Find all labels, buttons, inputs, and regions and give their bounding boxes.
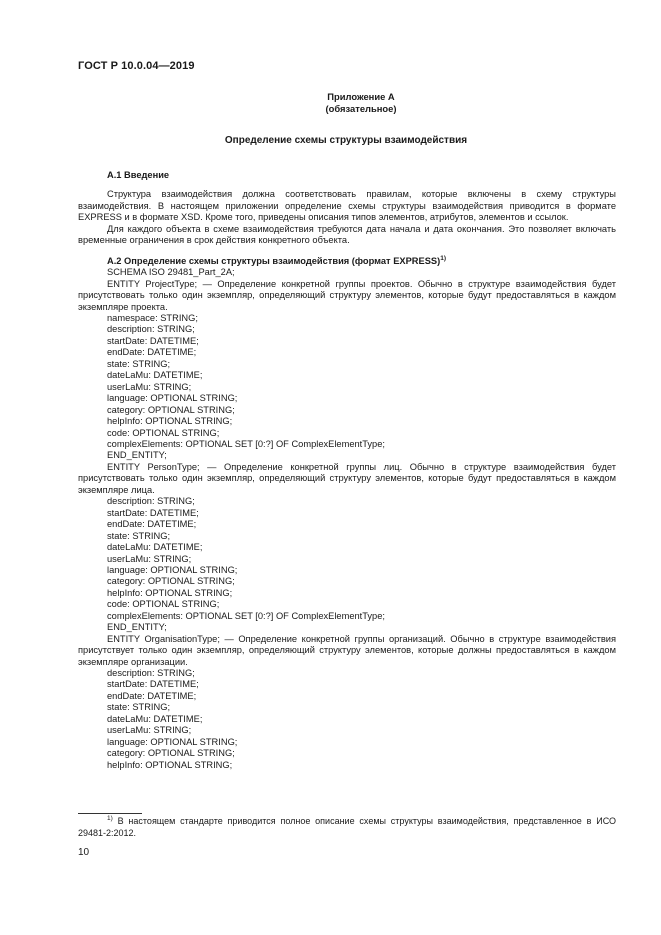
annex-status: (обязательное) [325,103,397,114]
code-line: category: OPTIONAL STRING; [107,576,235,587]
code-line: userLaMu: STRING; [107,725,192,736]
person-entity-text: ENTITY PersonType; — Определение конкретной группы лиц. Обычно в структуре взаимодействия будет присутствовать только один экземпляр, определяющий структуру элементов, которые будут предоставляться в каждом экземпляре лица. [78,461,616,495]
standard-code: ГОСТ Р 10.0.04—2019 [78,60,195,72]
code-line: state: STRING; [107,530,171,541]
code-line: dateLaMu: DATETIME; [107,370,203,381]
code-line: code: OPTIONAL STRING; [107,427,220,438]
code-line: startDate: DATETIME; [107,679,199,690]
code-line: state: STRING; [107,702,171,713]
code-line: language: OPTIONAL STRING; [107,393,238,404]
footnote [78,816,616,839]
code-line: complexElements: OPTIONAL SET [0:?] OF ComplexElementType; [107,438,385,449]
code-line: endDate: DATETIME; [107,519,197,530]
footnote-paragraph [78,816,616,839]
code-line: userLaMu: STRING; [107,381,192,392]
code-line: END_ENTITY; [107,622,167,633]
code-line: startDate: DATETIME; [107,335,199,346]
code-line: startDate: DATETIME; [107,507,199,518]
section-a2-title-text: А.2 Определение схемы структуры взаимодействия (формат EXPRESS) [107,255,441,266]
code-line: category: OPTIONAL STRING; [107,404,235,415]
organisation-entity-text: ENTITY OrganisationType; — Определение конкретной группы организаций. Обычно в структуре взаимодействия присутствует только один экземпляр, определяющий структуру элементов, которые должны предоставляться в каждом экземпляре организации. [78,633,616,667]
footnote-divider [78,813,142,814]
annex-title: Приложение А [327,91,395,102]
body-text [78,170,616,771]
code-line: helpInfo: OPTIONAL STRING; [107,759,233,770]
project-entity-text: ENTITY ProjectType; — Определение конкретной группы проектов. Обычно в структуре взаимодействия будет присутствовать только один экземпляр, определяющий структуру элементов, которые будут предоставляться в каждом экземпляре проекта. [78,278,616,312]
footnote-text: В настоящем стандарте приводится полное описание схемы структуры взаимодействия, представленное в ИСО 29481-2:2012. [78,816,616,838]
code-line: userLaMu: STRING; [107,553,192,564]
section-a2-title [78,256,616,267]
code-line: dateLaMu: DATETIME; [107,713,203,724]
code-line: language: OPTIONAL STRING; [107,736,238,747]
code-line: category: OPTIONAL STRING; [107,748,235,759]
code-line: language: OPTIONAL STRING; [107,564,238,575]
code-line: code: OPTIONAL STRING; [107,599,220,610]
code-line: dateLaMu: DATETIME; [107,542,203,553]
a1-paragraph: Для каждого объекта в схеме взаимодействия требуются дата начала и дата окончания. Это позволяет включать временные ограничения в срок действия конкретного объекта. [78,223,616,246]
footnote-mark: 1) [440,254,446,262]
code-line: namespace: STRING; [107,312,198,323]
code-line: helpInfo: OPTIONAL STRING; [107,416,233,427]
a1-paragraph: Структура взаимодействия должна соответствовать правилам, которые включены в схему структуры взаимодействия. В настоящем приложении определение схемы структуры взаимодействия приводится в формате EXPRESS и в формате XSD. Кроме того, приведены описания типов элементов, атрибутов, элементов и ссылок. [78,189,616,223]
person-attribute-list [78,496,616,633]
section-a1-title: А.1 Введение [107,170,170,180]
code-line: END_ENTITY; [107,450,167,461]
code-line: description: STRING; [107,496,195,507]
project-attribute-list [78,313,616,462]
document-heading: Определение схемы структуры взаимодействия [224,135,468,146]
code-line: description: STRING; [107,668,195,679]
footnote-mark: 1) [107,815,113,822]
code-line: state: STRING; [107,358,171,369]
code-line: endDate: DATETIME; [107,347,197,358]
organisation-attribute-list [78,668,616,771]
code-line: endDate: DATETIME; [107,690,197,701]
schema-line: SCHEMA ISO 29481_Part_2A; [107,267,235,278]
code-line: description: STRING; [107,324,195,335]
code-line: complexElements: OPTIONAL SET [0:?] OF ComplexElementType; [107,610,385,621]
annex-title-block [313,91,409,115]
code-line: helpInfo: OPTIONAL STRING; [107,587,233,598]
page-number: 10 [78,847,90,858]
